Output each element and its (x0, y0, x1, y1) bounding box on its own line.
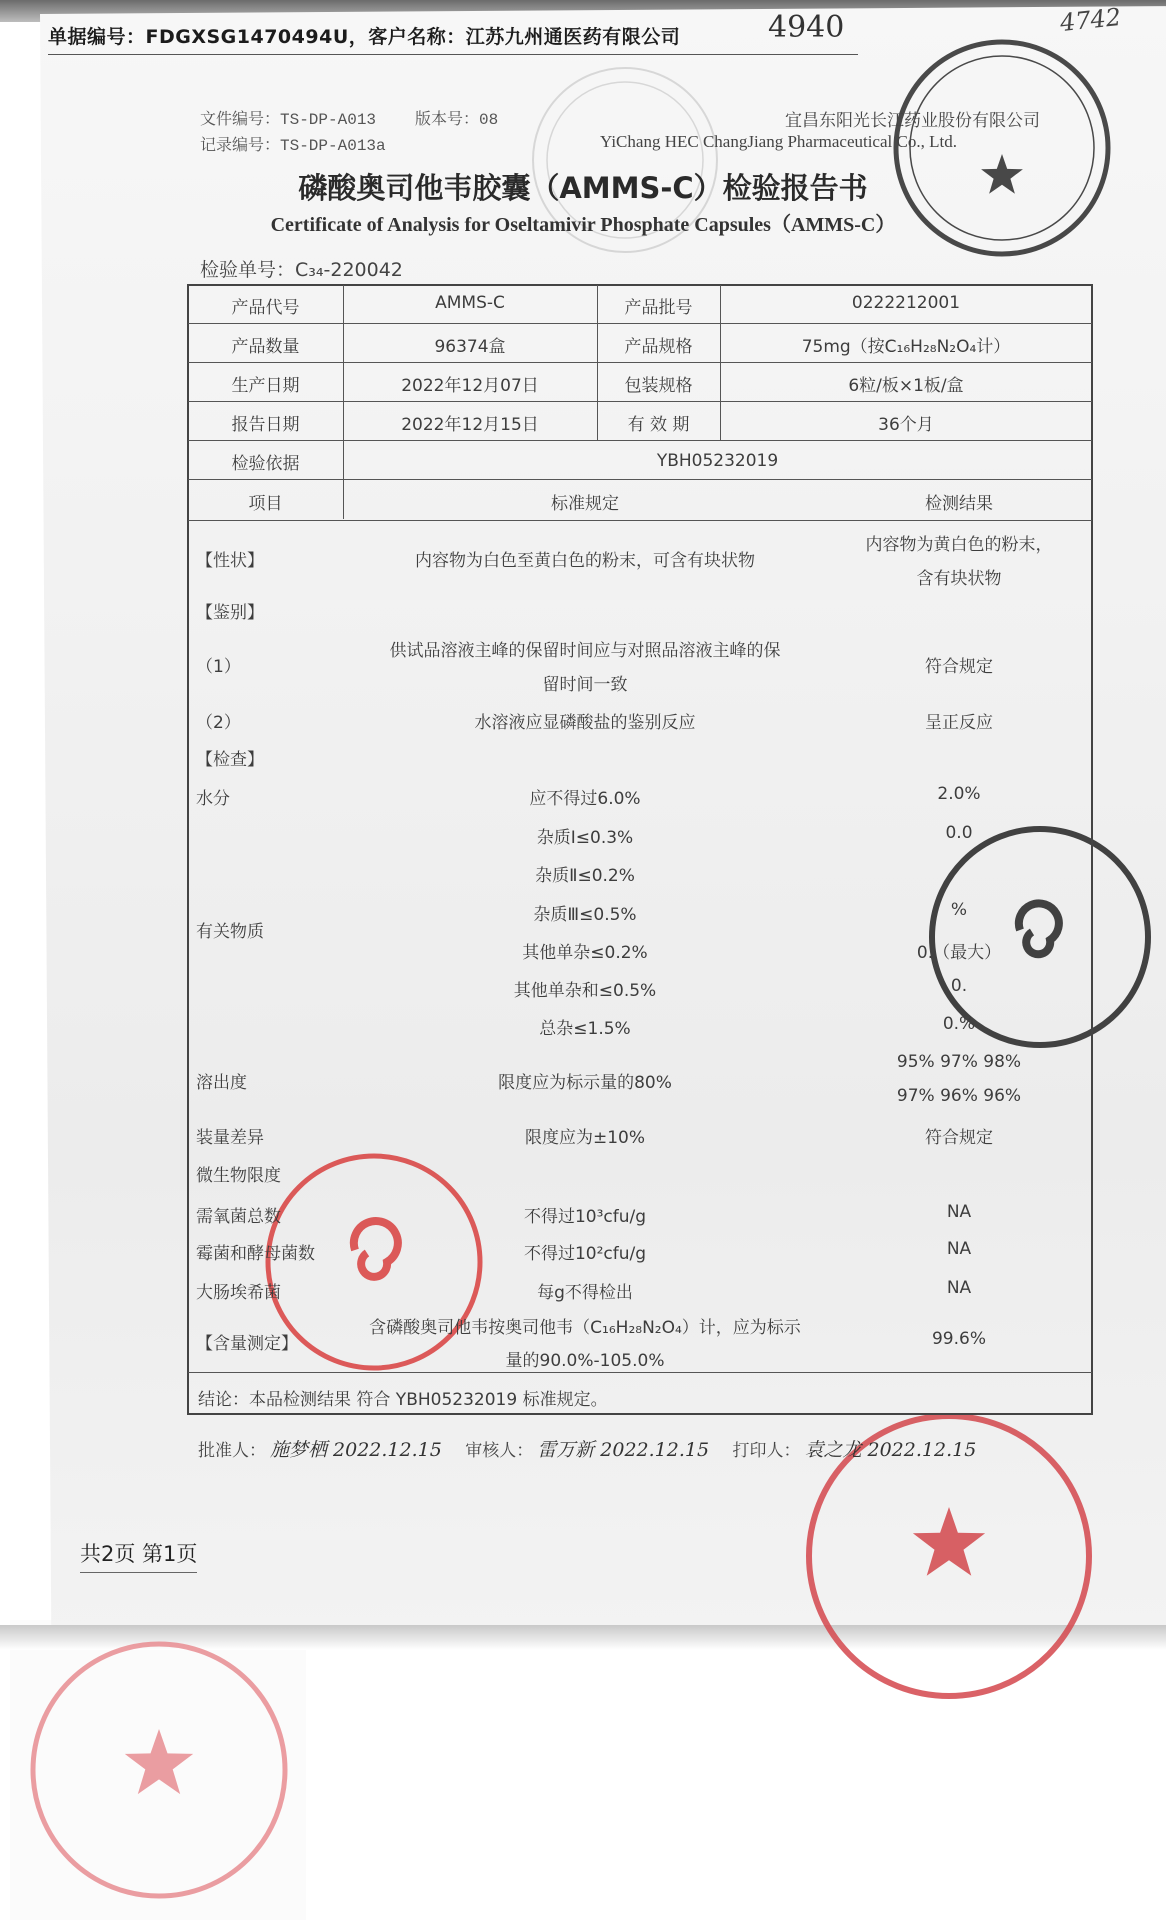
column-header-result: 检测结果 (925, 494, 993, 514)
test-result: 0.% (942, 1014, 976, 1034)
printer-signature: 袁之龙 2022.12.15 (804, 1439, 977, 1461)
test-standard: 不得过10³cfu/g (523, 1207, 647, 1227)
test-item: 装量差异 (196, 1128, 264, 1148)
field-value: 36个月 (878, 415, 934, 435)
test-result: % (950, 900, 968, 920)
test-standard: 限度应为±10% (524, 1128, 646, 1148)
file-number: 文件编号：TS-DP-A013 (200, 111, 377, 129)
table-rule (188, 362, 1092, 363)
test-standard: 每g不得检出 (537, 1283, 633, 1303)
version-number: 版本号：08 (415, 111, 499, 129)
field-value: 0222212001 (851, 293, 961, 313)
field-label: 有 效 期 (627, 415, 690, 435)
test-standard: 其他单杂和≤0.5% (513, 981, 657, 1001)
field-label: 包装规格 (624, 376, 693, 396)
test-standard: 含磷酸奥司他韦按奥司他韦（C₁₆H₂₈N₂O₄）计，应为标示 (369, 1318, 801, 1338)
test-standard: 其他单杂≤0.2% (522, 943, 648, 963)
test-standard: 杂质Ⅲ≤0.5% (533, 905, 637, 925)
field-label: 产品代号 (231, 298, 300, 318)
company-name-en: YiChang HEC ChangJiang Pharmaceutical Co., Ltd. (600, 132, 957, 151)
test-result: 含有块状物 (916, 569, 1002, 589)
test-result: NA (946, 1239, 972, 1259)
test-standard: 不得过10²cfu/g (523, 1244, 647, 1264)
page-shadow (0, 1625, 1166, 1650)
test-item: 有关物质 (196, 922, 264, 942)
test-item: （1） (196, 657, 241, 677)
test-standard: 内容物为白色至黄白色的粉末，可含有块状物 (415, 551, 755, 571)
test-item: 【含量测定】 (196, 1334, 298, 1354)
test-item: 【检查】 (196, 750, 264, 770)
field-value: 75mg（按C₁₆H₂₈N₂O₄计） (801, 337, 1011, 357)
document-title: 磷酸奥司他韦胶囊（AMMS-C）检验报告书 (298, 171, 868, 205)
handwritten-number: 4742 (1058, 2, 1123, 38)
field-label: 生产日期 (231, 376, 300, 396)
conclusion: 结论：本品检测结果 符合 YBH05232019 标准规定。 (198, 1390, 608, 1410)
test-result: 2.0% (937, 784, 981, 804)
field-value: 96374盒 (434, 337, 506, 357)
test-item: （2） (196, 713, 241, 733)
test-standard: 水溶液应显磷酸盐的鉴别反应 (474, 713, 696, 733)
test-item: 【性状】 (196, 551, 264, 571)
test-item: 【鉴别】 (196, 603, 264, 623)
column-header-item: 项目 (248, 494, 283, 514)
page-indicator: 共2页 第1页 (80, 1538, 197, 1573)
table-rule (188, 401, 1092, 402)
test-result: 0.（最大） (916, 943, 1002, 963)
test-standard: 量的90.0%-105.0% (505, 1351, 665, 1371)
table-rule (188, 520, 1092, 521)
inspection-number: 检验单号：C₃₄-220042 (200, 259, 403, 281)
test-result: 95% 97% 98% (896, 1052, 1022, 1072)
field-label: 产品数量 (231, 337, 300, 357)
reviewer-label: 审核人： (465, 1441, 534, 1461)
table-rule (188, 1372, 1092, 1373)
table-rule (188, 479, 1092, 480)
column-header-standard: 标准规定 (551, 494, 619, 514)
test-result: NA (946, 1278, 972, 1298)
test-standard: 限度应为标示量的80% (498, 1073, 672, 1093)
test-item: 微生物限度 (196, 1166, 281, 1186)
field-label: 检验依据 (231, 454, 300, 474)
test-result: 97% 96% 96% (896, 1086, 1022, 1106)
test-result: 99.6% (931, 1329, 986, 1349)
table-rule (343, 285, 344, 519)
document-title-en: Certificate of Analysis for Oseltamivir Phosphate Capsules（AMMS-C） (270, 214, 896, 236)
test-standard: 杂质Ⅰ≤0.3% (536, 828, 634, 848)
test-item: 溶出度 (196, 1073, 247, 1093)
field-value: YBH05232019 (656, 451, 779, 471)
printer-label: 打印人： (732, 1441, 801, 1461)
test-result: 0.0 (945, 823, 973, 843)
table-rule (188, 323, 1092, 324)
approver-label: 批准人： (198, 1441, 266, 1461)
test-result: 0. (950, 976, 968, 996)
test-standard: 留时间一致 (542, 675, 628, 695)
approver-signature: 施梦栖 2022.12.15 (270, 1439, 442, 1461)
test-item: 大肠埃希菌 (196, 1283, 281, 1303)
test-standard: 杂质Ⅱ≤0.2% (535, 866, 635, 886)
reference-number: 4940 (768, 10, 845, 45)
field-label: 报告日期 (231, 415, 300, 435)
field-label: 产品批号 (624, 298, 693, 318)
company-name-cn: 宜昌东阳光长江药业股份有限公司 (785, 111, 1040, 131)
test-result: 符合规定 (925, 657, 993, 677)
record-number: 记录编号：TS-DP-A013a (200, 137, 386, 155)
field-label: 产品规格 (624, 337, 693, 357)
test-standard: 总杂≤1.5% (539, 1019, 631, 1039)
test-result: NA (946, 1202, 972, 1222)
table-rule (188, 440, 1092, 441)
test-result: 内容物为黄白色的粉末， (865, 535, 1053, 555)
field-value: 6粒/板×1板/盒 (848, 376, 964, 396)
field-value: 2022年12月07日 (401, 376, 539, 396)
field-value: 2022年12月15日 (401, 415, 539, 435)
test-result: 呈正反应 (925, 713, 993, 733)
signature-row (198, 1435, 994, 1462)
reviewer-signature: 雷万新 2022.12.15 (537, 1439, 710, 1461)
field-value: AMMS-C (435, 293, 505, 313)
document-top-line: 单据编号：FDGXSG1470494U，客户名称：江苏九州通医药有限公司 (48, 26, 681, 48)
test-item: 需氧菌总数 (196, 1207, 281, 1227)
divider (48, 54, 858, 55)
test-standard: 应不得过6.0% (529, 789, 641, 809)
test-item: 水分 (196, 789, 230, 809)
test-standard: 供试品溶液主峰的保留时间应与对照品溶液主峰的保 (389, 641, 781, 661)
scan-margin (10, 1620, 306, 1920)
test-result: 符合规定 (925, 1128, 993, 1148)
test-item: 霉菌和酵母菌数 (196, 1244, 315, 1264)
